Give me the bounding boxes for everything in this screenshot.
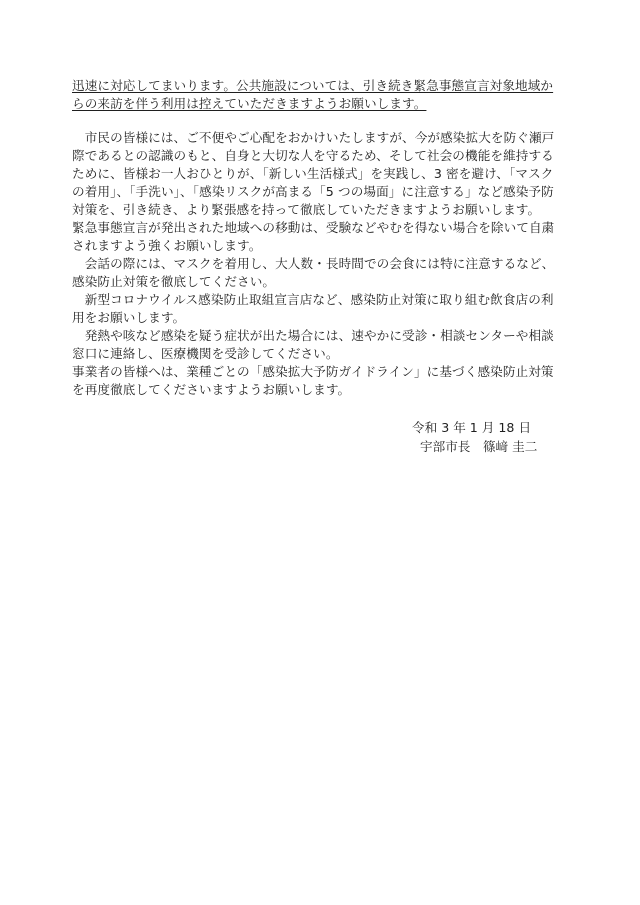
signature: 宇部市長 篠﨑 圭二 (420, 439, 538, 454)
intro-line: らの来訪を伴う利用は控えていただきますようお願いします。 (72, 96, 427, 111)
body-line: 発熱や咳など感染を疑う症状が出た場合には、速やかに受診・相談センターや相談 (72, 328, 554, 343)
letter-date: 令和 3 年 1 月 18 日 (412, 420, 532, 435)
body-line: の着用」、「手洗い」、「感染リスクが高まる「5 つの場面」に注意する」など感染予防 (72, 184, 554, 199)
intro-line: 迅速に対応してまいります。公共施設については、引き続き緊急事態宣言対象地域か (72, 78, 554, 93)
body-line: 用をお願いします。 (72, 310, 186, 325)
body-line: 新型コロナウイルス感染防止取組宣言店など、感染防止対策に取り組む飲食店の利 (72, 292, 554, 307)
body-line: されますよう強くお願いします。 (72, 238, 262, 253)
body-line: 際であるとの認識のもと、自身と大切な人を守るため、そして社会の機能を維持する (72, 148, 554, 163)
body-line: 感染防止対策を徹底してください。 (72, 274, 276, 289)
body-line: 会話の際には、マスクを着用し、大人数・長時間での会食には特に注意するなど、 (72, 256, 555, 271)
body-line: 市民の皆様には、ご不便やご心配をおかけいたしますが、今が感染拡大を防ぐ瀬戸 (72, 130, 555, 145)
body-line: 事業者の皆様へは、業種ごとの「感染拡大予防ガイドライン」に基づく感染防止対策 (72, 364, 554, 379)
body-line: 緊急事態宣言が発出された地域への移動は、受験などやむを得ない場合を除いて自粛 (72, 220, 555, 235)
body-line: 対策を、引き続き、より緊張感を持って徹底していただきますようお願いします。 (72, 202, 541, 217)
body-line: を再度徹底してくださいますようお願いします。 (72, 382, 351, 397)
body-line: ために、皆様お一人おひとりが、「新しい生活様式」を実践し、3 密を避け、「マスク (72, 166, 554, 181)
body-line: 窓口に連絡し、医療機関を受診してください。 (72, 346, 339, 361)
